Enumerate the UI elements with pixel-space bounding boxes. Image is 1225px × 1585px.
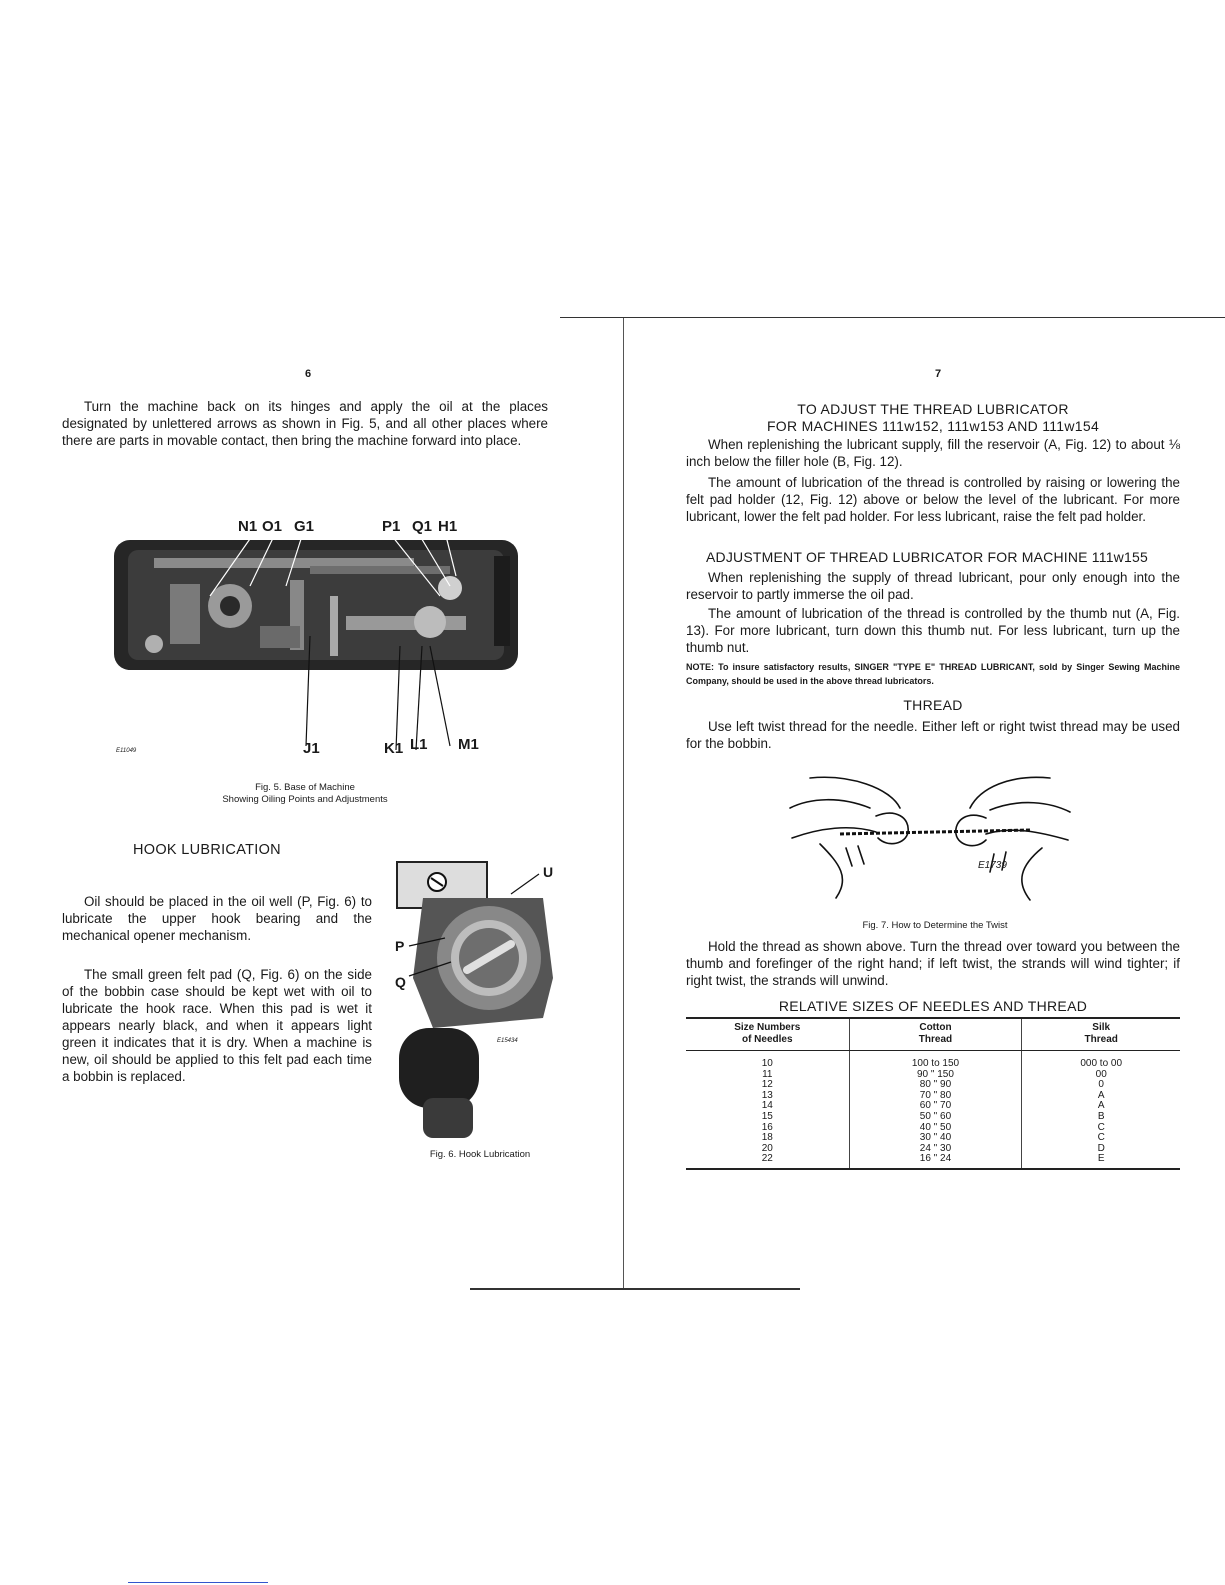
fig5-label-n1: N1 (238, 518, 258, 535)
thread-lubricator-heading-1: TO ADJUST THE THREAD LUBRICATOR (797, 401, 1069, 417)
lubricator-paragraph-1: When replenishing the lubricant supply, fill the reservoir (A, Fig. 12) to about ⅛ inch below the filler hole (B, Fig. 12). (686, 437, 1180, 469)
spine-bottom-line (470, 1288, 800, 1290)
fig6-code: E15434 (497, 1038, 518, 1044)
figure-6 (393, 858, 563, 1148)
table-header-row (686, 1019, 1180, 1051)
fig5-caption-line1: Fig. 5. Base of Machine (255, 782, 355, 793)
bottom-edge-line (128, 1582, 268, 1583)
fig5-label-q1: Q1 (412, 518, 433, 535)
page-number-right: 7 (935, 368, 942, 380)
figure-7 (780, 768, 1080, 908)
fig5-caption-line2: Showing Oiling Points and Adjustments (222, 794, 388, 805)
table-title: RELATIVE SIZES OF NEEDLES AND THREAD (778, 998, 1088, 1014)
figure-5 (110, 518, 530, 763)
thread-paragraph: Use left twist thread for the needle. Either left or right twist thread may be used for the bobbin. (686, 719, 1180, 751)
adjustment-heading: ADJUSTMENT OF THREAD LUBRICATOR FOR MACHINE 111w155 (706, 549, 1148, 565)
hook-paragraph-1: Oil should be placed in the oil well (P, Fig. 6) to lubricate the upper hook bearing and the mechanical opener mechanism. (62, 894, 372, 943)
fig6-label-p: P (395, 938, 405, 954)
machine-base-photo (110, 536, 530, 768)
needle-thread-table (686, 1017, 1180, 1170)
header-cotton-thread: Cotton Thread (849, 1019, 1022, 1051)
lubricant-note: NOTE: To insure satisfactory results, SINGER "TYPE E" THREAD LUBRICANT, sold by Singer Sewing Machine Company, should be used in the above thread lubricators. (686, 662, 1180, 686)
hands-twist-drawing (780, 768, 1080, 908)
fig6-caption: Fig. 6. Hook Lubrication (429, 1149, 531, 1160)
table-row: 11 90 " 150 00 (762, 1068, 1107, 1080)
lubricator-paragraph-2: The amount of lubrication of the thread is controlled by raising or lowering the felt pad holder (12, Fig. 12) above or below the level of the lubricant. For more lubricant, lower the felt pad holder. For less lubricant, raise the felt pad holder. (686, 475, 1180, 524)
fig5-label-k1: K1 (384, 740, 404, 757)
fig5-code: E11049 (116, 748, 137, 754)
fig5-label-p1: P1 (382, 518, 401, 535)
fig5-label-h1: H1 (438, 518, 458, 535)
fig5-label-g1: G1 (294, 518, 315, 535)
table-row: 10 100 to 150 000 to 00 (686, 1051, 1180, 1070)
table-row: 14 60 " 70 A (761, 1100, 1105, 1112)
fig7-caption: Fig. 7. How to Determine the Twist (862, 920, 1008, 931)
hook-paragraph-2: The small green felt pad (Q, Fig. 6) on the side of the bobbin case should be kept wet with oil to lubricate the hook race. When this pad is wet it appears nearly black, and when it appears light green it indicates that it is dry. When a machine is new, oil should be applied to this felt pad each time a bobbin is replaced. (62, 967, 372, 1084)
hook-lubrication-heading: HOOK LUBRICATION (133, 842, 281, 858)
hold-thread-paragraph: Hold the thread as shown above. Turn the thread over toward you between the thumb and forefinger of the right hand; if left twist, the strands will wind tighter; if right twist, the strands will unwind. (686, 939, 1180, 988)
fig5-label-l1: L1 (410, 736, 428, 753)
header-size-numbers: Size Numbers of Needles (686, 1019, 849, 1051)
table-row: 20 24 " 30 D (761, 1142, 1105, 1154)
intro-paragraph: Turn the machine back on its hinges and apply the oil at the places designated by unlettered arrows as shown in Fig. 5, and all other places where there are parts in movable contact, then bring the machine forward into place. (62, 399, 548, 448)
table-row: 15 50 " 60 B (761, 1110, 1105, 1122)
fig5-caption (150, 782, 460, 806)
hook-photo (393, 858, 563, 1148)
lubricator-paragraph-4: The amount of lubrication of the thread is controlled by the thumb nut (A, Fig. 13). For more lubricant, turn down this thumb nut. For less lubricant, turn up the thumb nut. (686, 606, 1180, 655)
book-spine-line (623, 318, 624, 1288)
header-silk-thread: Silk Thread (1022, 1019, 1180, 1051)
table-row: 22 16 " 24 E (686, 1154, 1180, 1168)
table-row: 16 40 " 50 C (761, 1121, 1105, 1133)
lubricator-paragraph-3: When replenishing the supply of thread lubricant, pour only enough into the reservoir to partly immerse the oil pad. (686, 570, 1180, 602)
thread-heading: THREAD (903, 697, 963, 713)
top-scan-line (560, 317, 1225, 318)
fig5-label-o1: O1 (262, 518, 283, 535)
fig5-label-m1: M1 (458, 736, 479, 753)
fig7-code: E1739 (978, 860, 1007, 871)
table-row: 13 70 " 80 A (761, 1089, 1105, 1101)
table-row: 18 30 " 40 C (761, 1132, 1105, 1144)
fig6-label-u: U (543, 864, 554, 880)
table-row: 12 80 " 90 0 (761, 1079, 1104, 1091)
fig6-label-q: Q (395, 974, 406, 990)
thread-lubricator-heading-2: FOR MACHINES 111w152, 111w153 AND 111w154 (766, 418, 1100, 434)
page-number-left: 6 (305, 368, 312, 380)
fig5-label-j1: J1 (303, 740, 320, 757)
